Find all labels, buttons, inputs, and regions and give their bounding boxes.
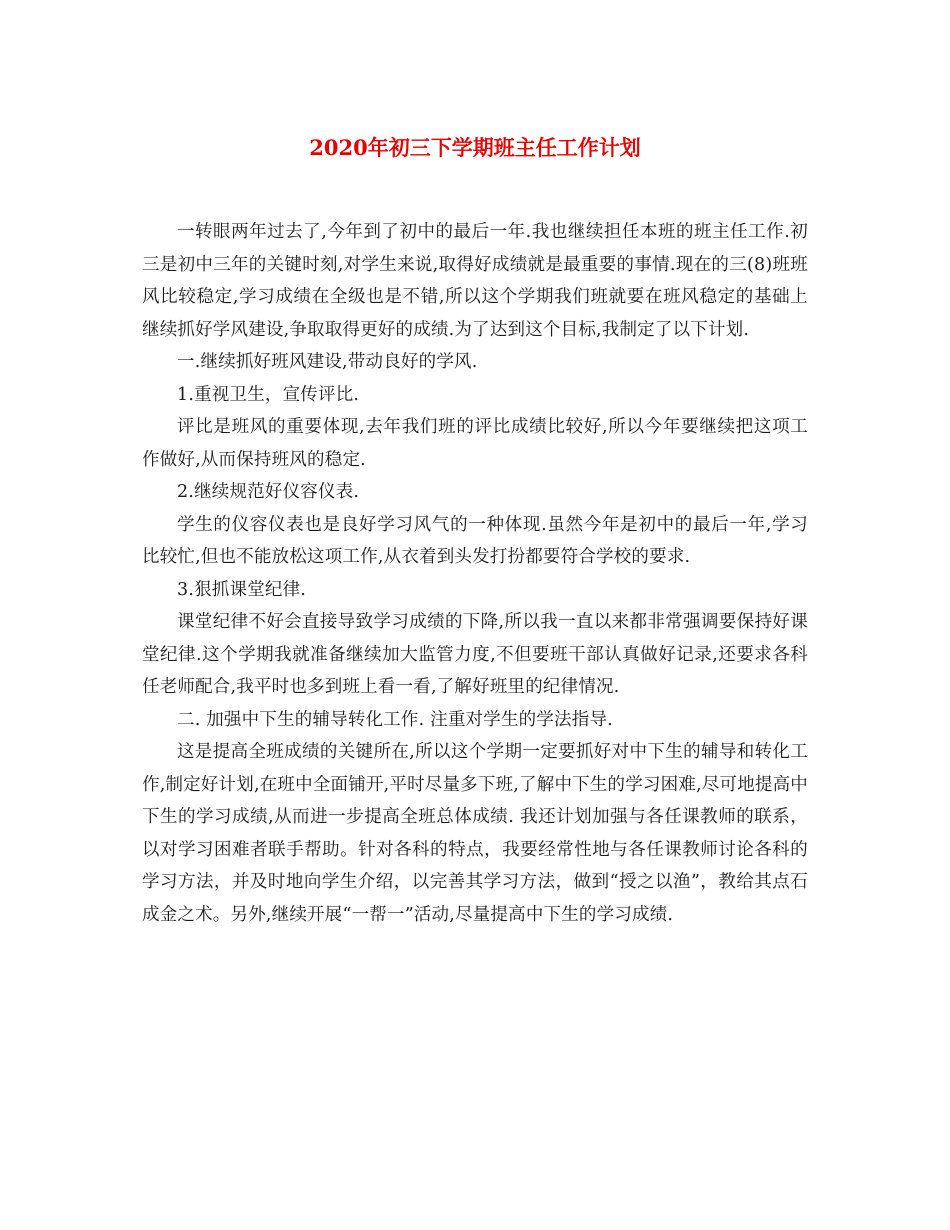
section-heading-2: 二. 加强中下生的辅导转化工作. 注重对学生的学法指导. [177, 709, 613, 730]
subheading-1-1: 1.重视卫生，宣传评比. [177, 384, 360, 405]
section-heading-1: 一.继续抓好班风建设,带动良好的学风. [177, 352, 478, 372]
document-title: 2020年初三下学期班主任工作计划 [309, 135, 641, 160]
paragraph-2: 这是提高全班成绩的关键所在,所以这个学期一定要抓好对中下生的辅导和转化工作,制定好计划,在班中全面铺开,平时尽量多下班,了解中下生的学习困难,尽可地提高中下生的学习成绩,从而进一步提高全班总体成绩. 我还计划加强与各任课教师的联系，以对学习困难者联手帮助。针对各科的特点，我要经常性地与各任课教师讨论各科的学习方法，并及时地向学生介绍，以完善其学习方法，做到“授之以渔”，教给其点石成金之术。另外,继续开展“一帮一”活动,尽量提高中下生的学习成绩. [142, 742, 809, 925]
paragraph-1-1: 评比是班风的重要体现,去年我们班的评比成绩比较好,所以今年要继续把这项工作做好,从而保持班风的稳定. [142, 417, 808, 470]
paragraph-intro: 一转眼两年过去了,今年到了初中的最后一年.我也继续担任本班的班主任工作.初三是初中三年的关键时刻,对学生来说,取得好成绩就是最重要的事情.现在的三(8)班班风比较稳定,学习成绩在全级也是不错,所以这个学期我们班就要在班风稳定的基础上继续抓好学风建设,争取取得更好的成绩.为了达到这个目标,我制定了以下计划. [142, 222, 808, 340]
paragraph-1-2: 学生的仪容仪表也是良好学习风气的一种体现.虽然今年是初中的最后一年,学习比较忙,但也不能放松这项工作,从衣着到头发打扮都要符合学校的要求. [142, 514, 808, 567]
subheading-1-3: 3.狠抓课堂纪律. [177, 579, 307, 600]
document-body [142, 216, 808, 931]
subheading-1-2: 2.继续规范好仪容仪表. [177, 482, 360, 502]
paragraph-1-3: 课堂纪律不好会直接导致学习成绩的下降,所以我一直以来都非常强调要保持好课堂纪律.这个学期我就准备继续加大监管力度,不但要班干部认真做好记录,还要求各科任老师配合,我平时也多到班上看一看,了解好班里的纪律情况. [142, 612, 808, 697]
